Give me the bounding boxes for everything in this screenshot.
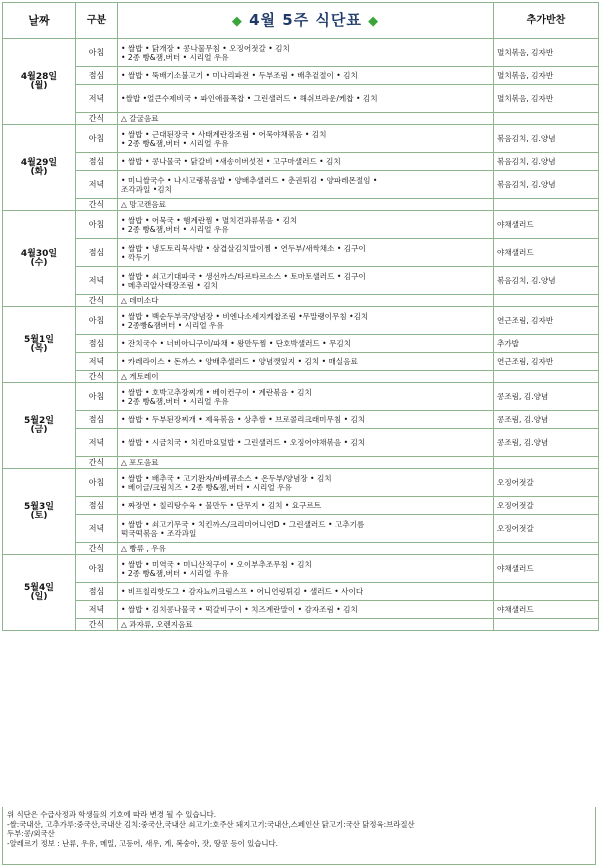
day-date: 5월4일 — [24, 582, 54, 593]
meal-type: 저녁 — [76, 601, 118, 619]
meal-menu: • 쌀밥 • 근대된장국 • 사태계란장조림 • 어묵야채볶음 • 김치 • 2종 빵&잼,버터 • 시리얼 우유 — [118, 125, 494, 153]
meal-row — [3, 307, 599, 335]
meal-row — [3, 267, 599, 295]
day-date: 4월28일 — [20, 71, 58, 82]
meal-row — [3, 601, 599, 619]
meal-type: 아침 — [76, 555, 118, 583]
meal-type: 저녁 — [76, 267, 118, 295]
footer-line: -알레르기 정보 : 난류, 우유, 메밀, 고등어, 새우, 게, 복숭아, 잣, 땅콩 등이 있습니다. — [7, 838, 279, 848]
meal-menu: • 쌀밥 • 어묵국 • 햄계란찜 • 멸치견과류볶음 • 김치 • 2종 빵&잼,버터 • 시리얼 우유 — [118, 211, 494, 239]
extra-dish — [494, 371, 599, 383]
extra-dish-column-header: 추가반찬 — [494, 3, 599, 39]
meal-row — [3, 429, 599, 457]
meal-row — [3, 211, 599, 239]
date-column-header: 날짜 — [3, 3, 76, 39]
meal-row — [3, 113, 599, 125]
day-weekday: (일) — [30, 591, 48, 602]
footer-notes — [2, 807, 596, 865]
extra-dish: 멸치볶음, 김자반 — [494, 67, 599, 85]
extra-dish: 추가밥 — [494, 335, 599, 353]
day-weekday: (수) — [30, 257, 48, 268]
diamond-icon: ◆ — [368, 13, 380, 29]
extra-dish: 볶음김치, 김.양념 — [494, 171, 599, 199]
day-weekday: (월) — [30, 80, 48, 91]
meal-menu: △ 갈굴음료 — [118, 113, 494, 125]
day-date: 5월3일 — [24, 501, 54, 512]
day-date: 4월29일 — [20, 157, 58, 168]
day-date: 4월30일 — [20, 248, 58, 259]
meal-menu: • 잔치국수 • 너비아니구이/파채 • 왕만두찜 • 단호박샐러드 • 무김치 — [118, 335, 494, 353]
day-cell — [3, 555, 76, 631]
meal-row — [3, 335, 599, 353]
footer-line: -쌀:국내산, 고추가루:중국산,국내산 김치:중국산,국내산 쇠고기:호주산 돼지고기:국내산,스페인산 닭고기:국산 닭정육:브라질산 — [7, 819, 415, 829]
meal-type: 간식 — [76, 371, 118, 383]
meal-menu: • 쌀밥 • 쇠고기무국 • 치킨까스/크리미어니언D • 그린샐러드 • 고추기름 떡국떡볶음 • 조각과일 — [118, 515, 494, 543]
extra-dish: 야채샐러드 — [494, 555, 599, 583]
day-cell — [3, 307, 76, 383]
extra-dish: 야채샐러드 — [494, 601, 599, 619]
meal-menu: △ 과자류, 오렌지음료 — [118, 619, 494, 631]
extra-dish — [494, 543, 599, 555]
meal-type: 아침 — [76, 125, 118, 153]
day-weekday: (금) — [30, 424, 48, 435]
footer-line: 위 식단은 수급사정과 학생들의 기호에 따라 변경 될 수 있습니다. — [7, 810, 217, 819]
meal-type: 간식 — [76, 113, 118, 125]
meal-row — [3, 411, 599, 429]
meal-menu: • 쌀밥 • 시금치국 • 치킨마요덮밥 • 그린샐러드 • 오징어야채볶음 • 김치 — [118, 429, 494, 457]
day-date: 5월1일 — [24, 334, 54, 345]
extra-dish — [494, 583, 599, 601]
diamond-icon: ◆ — [231, 13, 243, 29]
category-column-header: 구분 — [76, 3, 118, 39]
extra-dish: 콩조림, 김.양념 — [494, 429, 599, 457]
meal-menu: • 쌀밥 • 닭개장 • 콩나물무침 • 오징어젓갈 • 김치 • 2종 빵&잼,버터 • 시리얼 우유 — [118, 39, 494, 67]
meal-row — [3, 153, 599, 171]
meal-row — [3, 67, 599, 85]
extra-dish: 오징어젓갈 — [494, 497, 599, 515]
meal-type: 저녁 — [76, 353, 118, 371]
extra-dish: 연근조림, 김자반 — [494, 353, 599, 371]
meal-type: 간식 — [76, 457, 118, 469]
meal-type: 저녁 — [76, 171, 118, 199]
meal-type: 점심 — [76, 335, 118, 353]
extra-dish: 멸치볶음, 김자반 — [494, 85, 599, 113]
meal-menu: △ 데미소다 — [118, 295, 494, 307]
meal-menu: • 쌀밥 • 호박고추장찌개 • 베이컨구이 • 계란볶음 • 김치 • 2종 빵&잼,버터 • 시리얼 우유 — [118, 383, 494, 411]
extra-dish: 야채샐러드 — [494, 211, 599, 239]
meal-row — [3, 239, 599, 267]
meal-menu: • 미니쌀국수 • 나시고랭볶음밥 • 양배추샐러드 • 춘권튀김 • 양파레몬절임 • 조각과일 •김치 — [118, 171, 494, 199]
extra-dish — [494, 457, 599, 469]
footer-line: 두부:콩/외국산 — [7, 829, 55, 838]
meal-type: 점심 — [76, 583, 118, 601]
meal-type: 저녁 — [76, 85, 118, 113]
meal-type: 간식 — [76, 543, 118, 555]
meal-row — [3, 515, 599, 543]
meal-row — [3, 469, 599, 497]
weekly-menu-table — [2, 2, 599, 631]
meal-type: 아침 — [76, 307, 118, 335]
extra-dish — [494, 619, 599, 631]
meal-menu: △ 포도음료 — [118, 457, 494, 469]
meal-type: 아침 — [76, 383, 118, 411]
extra-dish: 오징어젓갈 — [494, 469, 599, 497]
meal-menu: • 비프칠리핫도그 • 감자뇨끼크림스프 • 어니언링튀김 • 샐러드 • 사이다 — [118, 583, 494, 601]
meal-row — [3, 39, 599, 67]
meal-row — [3, 619, 599, 631]
meal-row — [3, 85, 599, 113]
meal-row — [3, 199, 599, 211]
extra-dish: 멸치볶음, 김자반 — [494, 39, 599, 67]
extra-dish: 볶음김치, 김.양념 — [494, 125, 599, 153]
meal-menu: •쌀밥 •얼큰수제비국 • 파인애플폭찹 • 그린샐러드 • 해쉬브라운/케찹 • 김치 — [118, 85, 494, 113]
meal-row — [3, 543, 599, 555]
meal-type: 점심 — [76, 67, 118, 85]
meal-type: 아침 — [76, 39, 118, 67]
meal-row — [3, 383, 599, 411]
meal-row — [3, 457, 599, 469]
meal-menu: • 쌀밥 • 미역국 • 미니산적구이 • 오이부추조무침 • 김치 • 2종 빵&잼,버터 • 시리얼 우유 — [118, 555, 494, 583]
extra-dish — [494, 295, 599, 307]
meal-row — [3, 125, 599, 153]
meal-row — [3, 353, 599, 371]
day-cell — [3, 211, 76, 307]
extra-dish: 오징어젓갈 — [494, 515, 599, 543]
meal-menu: • 카레라이스 • 돈까스 • 양배추샐러드 • 양념깻잎지 • 김치 • 매실음료 — [118, 353, 494, 371]
meal-type: 저녁 — [76, 515, 118, 543]
meal-row — [3, 371, 599, 383]
meal-menu: • 쌀밥 • 뚝배기소불고기 • 미나리파전 • 두부조림 • 배추겉절이 • 김치 — [118, 67, 494, 85]
extra-dish — [494, 113, 599, 125]
meal-menu: △ 게토레이 — [118, 371, 494, 383]
extra-dish: 콩조림, 김.양념 — [494, 411, 599, 429]
extra-dish: 볶음김치, 김.양념 — [494, 267, 599, 295]
extra-dish: 콩조림, 김.양념 — [494, 383, 599, 411]
meal-menu: • 쌀밥 • 배추국 • 고기완자/바베큐소스 • 온두부/양념장 • 김치 • 베이글/크림치즈 • 2종 빵&잼,버터 • 시리얼 우유 — [118, 469, 494, 497]
meal-menu: • 쌀밥 • 두부된장찌개 • 제육볶음 • 상추쌈 • 브로콜리크래미무침 • 김치 — [118, 411, 494, 429]
day-date: 5월2일 — [24, 415, 54, 426]
day-cell — [3, 383, 76, 469]
day-cell — [3, 469, 76, 555]
meal-type: 점심 — [76, 497, 118, 515]
day-cell — [3, 39, 76, 125]
meal-type: 아침 — [76, 469, 118, 497]
extra-dish: 볶음김치, 김.양념 — [494, 153, 599, 171]
meal-menu: • 쌀밥 • 김치콩나물국 • 떡갈비구이 • 치즈계란말이 • 감자조림 • 김치 — [118, 601, 494, 619]
meal-row — [3, 171, 599, 199]
meal-row — [3, 497, 599, 515]
meal-menu: • 쌀밥 • 쇠고기대파국 • 생선까스/타르타르소스 • 토마토샐러드 • 김구이 • 메추리알사태장조림 • 김치 — [118, 267, 494, 295]
extra-dish — [494, 199, 599, 211]
meal-type: 간식 — [76, 619, 118, 631]
meal-type: 점심 — [76, 239, 118, 267]
page-title — [118, 3, 494, 39]
meal-type: 점심 — [76, 411, 118, 429]
day-weekday: (토) — [30, 510, 48, 521]
day-weekday: (화) — [30, 166, 48, 177]
meal-type: 간식 — [76, 199, 118, 211]
meal-type: 저녁 — [76, 429, 118, 457]
meal-type: 아침 — [76, 211, 118, 239]
day-cell — [3, 125, 76, 211]
meal-menu: • 쌀밥 • 냉도토리묵사발 • 삼겹살김치말이찜 • 연두부/새싹채소 • 김구이 • 깍두기 — [118, 239, 494, 267]
meal-menu: △ 빵류 , 우유 — [118, 543, 494, 555]
meal-row — [3, 555, 599, 583]
meal-row — [3, 295, 599, 307]
meal-type: 간식 — [76, 295, 118, 307]
meal-menu: • 쌀밥 • 백순두부국/양념장 • 비엔나소세지케찹조림 •무말랭이무침 •김치 • 2종빵&잼버터 • 시리얼 우유 — [118, 307, 494, 335]
page-title-text: 4월 5주 식단표 — [249, 10, 362, 29]
extra-dish: 야채샐러드 — [494, 239, 599, 267]
meal-menu: △ 망고캔음료 — [118, 199, 494, 211]
meal-menu: • 쌀밥 • 콩나물국 • 닭갈비 •새송이버섯전 • 고구마샐러드 • 김치 — [118, 153, 494, 171]
meal-row — [3, 583, 599, 601]
extra-dish: 연근조림, 김자반 — [494, 307, 599, 335]
meal-type: 점심 — [76, 153, 118, 171]
day-weekday: (목) — [30, 343, 48, 354]
meal-menu: • 짜장면 • 칠리탕수육 • 물만두 • 단무지 • 김치 • 요구르트 — [118, 497, 494, 515]
